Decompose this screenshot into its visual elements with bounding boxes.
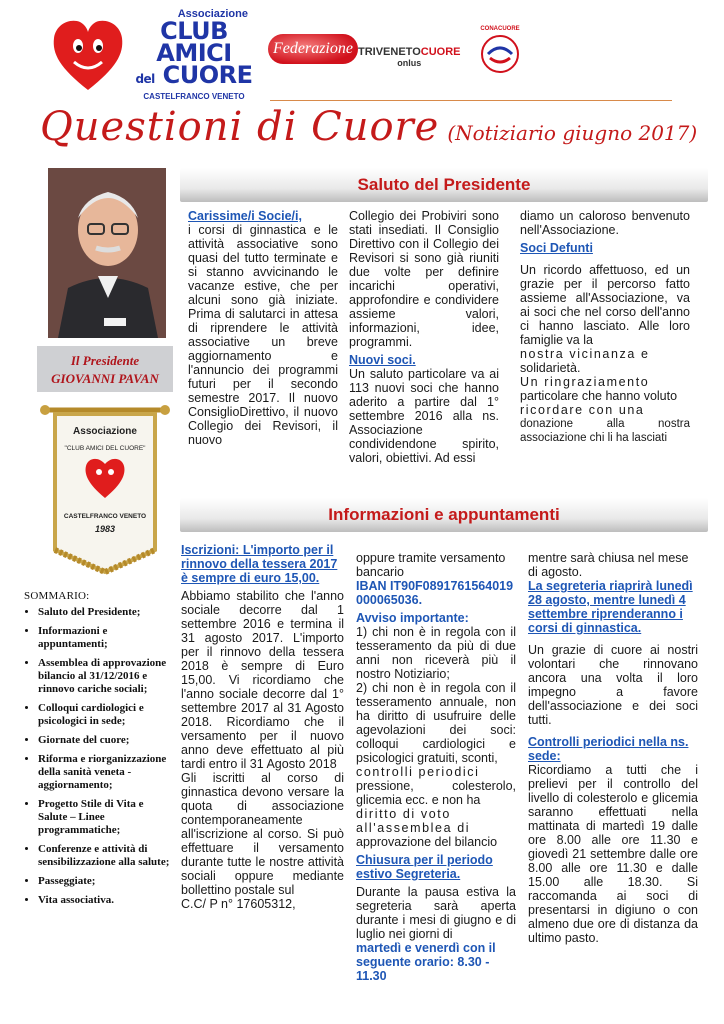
chiusura-heading: Chiusura per il periodo estivo Segreteria.	[356, 853, 493, 881]
conacuore-logo-icon	[468, 22, 532, 78]
saluto-body-3: diamo un caloroso benvenuto nell'Associazione.	[520, 209, 690, 237]
avviso-point-1: 1) chi non è in regola con il tesseramento da più di due anni non riceverà più il nostro Notiziario;	[356, 625, 516, 681]
toc-item: • Saluto del Presidente;	[38, 606, 174, 619]
avviso-spaced-1: controlli periodici	[356, 765, 480, 779]
banner-year: 1983	[94, 524, 116, 534]
section-title-saluto: Saluto del Presidente	[357, 175, 531, 194]
triveneto-text: TRIVENETO	[358, 46, 421, 58]
chiusura-orario: martedì e venerdì con il seguente orario: 8.30 - 11.30	[356, 941, 496, 983]
banner-assoc: Associazione	[73, 426, 137, 437]
toc-item: • Vita associativa.	[38, 894, 174, 907]
triveneto-cuore: CUORE	[420, 46, 461, 58]
soci-defunti-heading: Soci Defunti	[520, 241, 593, 255]
saluto-column-2	[349, 209, 499, 469]
toc-item: • Informazioni e appuntamenti;	[38, 625, 174, 651]
president-caption-role: Il Presidente	[70, 353, 140, 368]
table-of-contents	[24, 590, 174, 913]
segreteria-agosto: mentre sarà chiusa nel mese di agosto.	[528, 551, 689, 579]
header-divider	[270, 100, 672, 101]
info-column-2	[356, 551, 516, 983]
controlli-body: Ricordiamo a tutti che i prelievi per il controllo del livello di colesterolo e glicemia saranno effettuati nella mattinata di martedì 19 dalle ore 8.00 alle ore 11.30 e giovedì 21 settembre dalle ore 8.00 alle ore 11.30 e dalle 15.00 alle 18.30. Si raccomanda ai soci di presentarsi in digiuno o con almeno due ore di distanza da ultimo pasto.	[528, 763, 698, 945]
saluto-body-1: i corsi di ginnastica e le attività associative sono quasi del tutto terminate e si stanno avvicinando le vacanze estive, che per alcuni sono già iniziate. Prima di salutarci in attesa di riprendere le attività associative un breve aggiornamento e l'annuncio dei programmi futuri per il secondo semestre 2017. Il nuovo ConsiglioDirettivo, il nuovo Collegio dei Revisori, il nuovo	[188, 223, 338, 447]
soci-defunti-spaced-3: ricordare con una	[520, 403, 645, 417]
section-header-informazioni	[180, 498, 708, 532]
toc-heading: SOMMARIO:	[24, 590, 90, 602]
iscrizioni-heading: Iscrizioni: L'importo per il rinnovo della tessera 2017 è sempre di euro 15,00.	[181, 543, 338, 585]
club-line3: CUORE	[162, 61, 253, 89]
volontari-body: Un grazie di cuore ai nostri volontari che rinnovano ancora una volta il loro impegno a favore dell'associazione e dei soci tutti.	[528, 643, 698, 727]
president-caption	[37, 346, 173, 392]
versamento-bancario: oppure tramite versamento bancario	[356, 551, 506, 579]
toc-list	[24, 606, 174, 907]
triveneto-logo	[358, 46, 461, 68]
banner-name: "CLUB AMICI DEL CUORE"	[64, 445, 146, 452]
club-del: del	[135, 72, 155, 86]
club-line2: AMICI	[156, 39, 232, 67]
president-caption-name: GIOVANNI PAVAN	[51, 371, 159, 386]
title-sub: (Notiziario giugno 2017)	[447, 121, 698, 145]
iscrizioni-ginnastica: Gli iscritti al corso di ginnastica devono versare la quota di associazione contemporaneamente all'iscrizione al corso. Si può effettuare il versamento durante tutte le nostre attività sociali oppure mediante bollettino postale sul	[181, 771, 344, 897]
toc-item: • Conferenze e attività di sensibilizzazione alla salute;	[38, 843, 174, 869]
saluto-greeting: Carissime/i Socie/i,	[188, 209, 302, 223]
club-city: CASTELFRANCO VENETO	[143, 92, 245, 101]
iscrizioni-ccp: C.C/ P n° 17605312,	[181, 897, 296, 911]
avviso-point-2: 2) chi non è in regola con il tesseramento annuale, non ha diritto di usufruire delle agevolazioni dei soci: colloqui cardiologici e psicologici gratuiti, sconti,	[356, 681, 516, 765]
segreteria-riapertura: La segreteria riaprirà lunedì 28 agosto, mentre lunedì 4 settembre riprenderanno i corsi di ginnastica.	[528, 579, 693, 635]
title-main: Questioni di Cuore	[40, 104, 440, 150]
info-column-1	[181, 543, 344, 911]
toc-item: • Colloqui cardiologici e psicologici in sede;	[38, 702, 174, 728]
info-column-3	[528, 551, 698, 945]
toc-item: • Riforma e riorganizzazione della sanità veneta - aggiornamento;	[38, 753, 174, 792]
section-header-saluto	[180, 168, 708, 202]
toc-item: • Assemblea di approvazione bilancio al 31/12/2016 e rinnovo cariche sociali;	[38, 657, 174, 696]
iscrizioni-body: Abbiamo stabilito che l'anno sociale decorre dal 1 settembre 2016 e termina il 31 agosto 2017. L'importo per il rinnovo della tessera 2018 è sempre di Euro 15,00. Vi ricordiamo che l'anno sociale decorre dal 1° settembre 2017 al 31 Agosto 2018. Ricordiamo che il versamento per il nuovo anno deve effettuato al più tardi entro il 31 Agosto 2018	[181, 589, 344, 771]
heart-logo-icon	[50, 16, 126, 94]
federazione-logo: Federazione	[268, 34, 358, 64]
club-line1: CLUB	[160, 17, 228, 45]
saluto-column-1	[188, 209, 338, 451]
soci-defunti-donazione: donazione alla nostra associazione chi li ha lasciati	[520, 418, 690, 444]
section-title-informazioni: Informazioni e appuntamenti	[328, 505, 560, 524]
toc-item: • Passeggiate;	[38, 875, 174, 888]
svg-text:CONACUORE: CONACUORE	[480, 26, 520, 32]
saluto-column-3	[520, 209, 690, 445]
toc-item: • Giornate del cuore;	[38, 734, 174, 747]
newsletter-title	[40, 104, 697, 150]
avviso-heading: Avviso importante:	[356, 611, 469, 625]
avviso-pressione: pressione, colesterolo, glicemia ecc. e non ha	[356, 779, 516, 807]
avviso-bilancio: approvazione del bilancio	[356, 835, 498, 849]
toc-item: • Progetto Stile di Vita e Salute – Linee programmatiche;	[38, 798, 174, 837]
avviso-spaced-3: all'assemblea di	[356, 821, 471, 835]
soci-defunti-body: Un ricordo affettuoso, ed un grazie per il percorso fatto assieme all'Associazione, va ai soci che nel corso dell'anno ci hanno lasciato. Alle loro famiglie va la	[520, 263, 690, 347]
nuovi-soci-heading: Nuovi soci.	[349, 353, 416, 367]
triveneto-onlus: onlus	[397, 58, 422, 68]
iban-number: IBAN IT90F0891761564019000065036.	[356, 579, 514, 607]
soci-defunti-solidarieta: solidarietà.	[520, 361, 581, 375]
association-banner	[40, 400, 170, 580]
soci-defunti-particolare: particolare che hanno voluto	[520, 389, 678, 403]
president-photo	[48, 168, 166, 338]
nuovi-soci-body: Un saluto particolare va ai 113 nuovi soci che hanno aderito a partire dal 1° settembre 2016 alla ns. Associazione condividendone spirito, valori, obiettivi. Ad essi	[349, 367, 499, 465]
soci-defunti-spaced-1: nostra vicinanza e	[520, 347, 650, 361]
club-logo-text	[128, 8, 260, 101]
saluto-body-2: Collegio dei Probiviri sono stati insediati. Il Consiglio Direttivo con il Collegio dei Revisori si sono già riuniti due volte per definire incarichi operativi, approfondire e condividere assieme valori, informazioni, idee, programmi.	[349, 209, 499, 349]
club-assoc: Associazione	[177, 8, 248, 20]
controlli-heading: Controlli periodici nella ns. sede:	[528, 735, 689, 763]
banner-city: CASTELFRANCO VENETO	[63, 513, 147, 520]
chiusura-body: Durante la pausa estiva la segreteria sarà aperta durante i mesi di giugno e di luglio nei giorni di	[356, 885, 516, 941]
avviso-spaced-2: diritto di voto	[356, 807, 451, 821]
soci-defunti-spaced-2: Un ringraziamento	[520, 375, 650, 389]
